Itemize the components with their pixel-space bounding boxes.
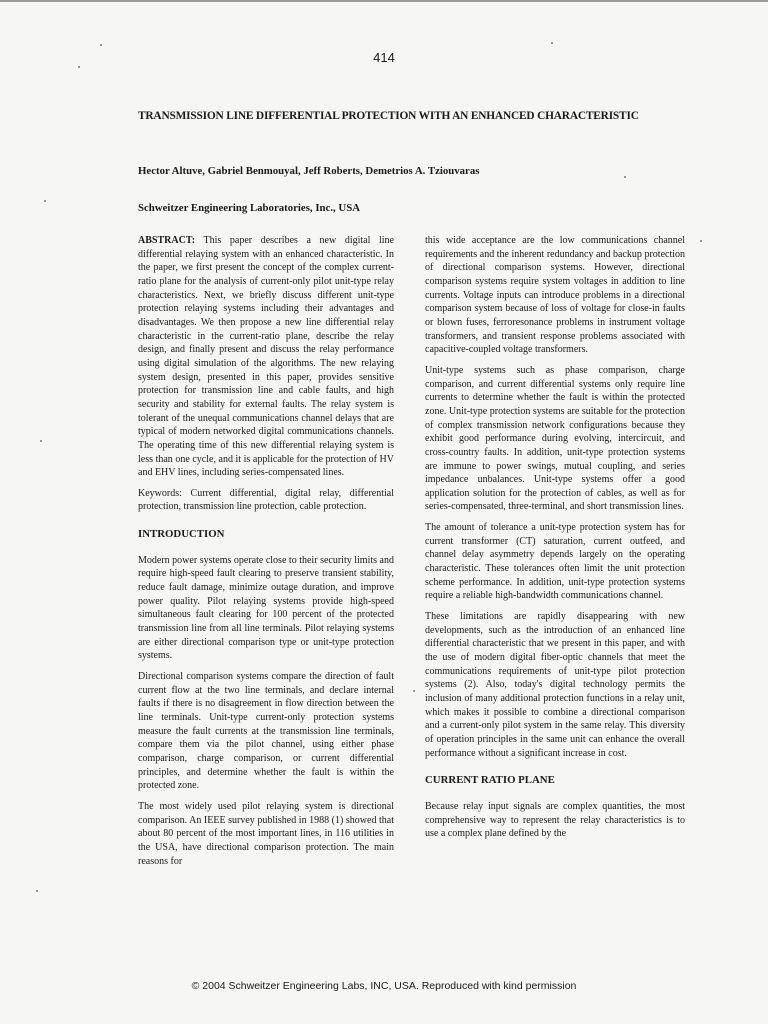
scan-speck — [36, 890, 38, 892]
right-column — [425, 234, 685, 848]
intro-paragraph-3: The most widely used pilot relaying system is directional comparison. An IEEE survey published in 1988 (1) showed that about 80 percent of the most important lines, in 116 utilities in the USA, have directional comparison protection. The main reasons for — [138, 800, 394, 867]
affiliation: Schweitzer Engineering Laboratories, Inc., USA — [138, 202, 361, 214]
right-paragraph-4: These limitations are rapidly disappearing with new developments, such as the introduction of an enhanced line differential characteristic that we present in this paper, and with the use of modern digital fiber-optic channels that meet the communications requirements of unit-type pilot protection systems (2). Also, today's digital technology permits the inclusion of many additional protection functions in a relay unit, which makes it possible to combine a directional comparison and a current-only pilot system in the same relay. This diversity of operation principles in the same unit can enhance the overall performance without a significant increase in cost. — [425, 611, 685, 759]
scan-speck — [100, 44, 102, 46]
scan-speck — [413, 690, 415, 692]
copyright-footer: © 2004 Schweitzer Engineering Labs, INC, USA. Reproduced with kind permission — [191, 980, 577, 992]
abstract-text: This paper describes a new digital line differential relaying system with an enhanced characteristic. In the paper, we first present the concept of the complex current-ratio plane for the analysis of current-only pilot unit-type relay characteristics. Next, we briefly discuss different unit-type protection relaying systems including their advantages and disadvantages. We then propose a new line differential relay characteristic in the current-ratio plane, describe the relay design, and finally present and discuss the relay performance using digital simulation of the algorithms. The new relaying system design, presented in this paper, provides sensitive protection for transmission line and cable faults, and high security and stability for external faults. The relay system is tolerant of the unequal communications channel delays that are typical of modern networked digital communications channels. The operating time of this new differential relaying system is less than one cycle, and it is applicable for the protection of HV and EHV lines, including series-compensated lines. — [138, 235, 394, 479]
abstract-label: ABSTRACT: — [138, 235, 196, 246]
page-number: 414 — [373, 50, 395, 65]
paper-title: TRANSMISSION LINE DIFFERENTIAL PROTECTION WITH AN ENHANCED CHARACTERISTIC — [138, 110, 639, 122]
intro-paragraph-2: Directional comparison systems compare the direction of fault current flow at the two line terminals, and declare internal faults if there is no disagreement in flow direction between the line terminals. Unit-type current-only protection systems measure the fault currents at the transmission line terminals, compare them via the pilot channel, using either phase comparison, charge comparison, or current differential principles, and determine whether the fault is within the protected zone. — [138, 671, 394, 792]
scan-speck — [624, 176, 626, 178]
keywords: Keywords: Current differential, digital relay, differential protection, transmission line protection, cable protection. — [138, 487, 394, 513]
scan-speck — [40, 440, 42, 442]
scan-speck — [551, 42, 553, 44]
authors: Hector Altuve, Gabriel Benmouyal, Jeff Roberts, Demetrios A. Tziouvaras — [138, 165, 480, 177]
scan-speck — [44, 200, 46, 202]
scan-speck — [78, 66, 80, 68]
right-paragraph-2: Unit-type systems such as phase comparison, charge comparison, and current differential systems only require line currents to determine whether the fault is within the protected zone. Unit-type protection systems are suitable for the protection of complex transmission network configurations because they exhibit good performance during evolving, intercircuit, and cross-country faults. In addition, unit-type protection systems are immune to power swings, mutual coupling, and series impedance unbalances. Unit-type systems offer a good application solution for the protection of cables, as well as for series-compensated, three-terminal, and short transmission lines. — [425, 364, 685, 513]
top-border — [0, 0, 768, 2]
right-paragraph-5: Because relay input signals are complex quantities, the most comprehensive way to represent the relay characteristics is to use a complex plane defined by the — [425, 800, 685, 840]
intro-paragraph-1: Modern power systems operate close to their security limits and require high-speed fault clearing to preserve transient stability, reduce fault damage, minimize outage duration, and improve power quality. Pilot relaying systems provide high-speed simultaneous fault clearing for 100 percent of the protected transmission line from all line terminals. Pilot relaying systems are either directional comparison type or unit-type protection systems. — [138, 554, 394, 662]
scan-speck — [700, 240, 702, 242]
abstract — [138, 234, 394, 480]
right-paragraph-3: The amount of tolerance a unit-type protection system has for current transformer (CT) saturation, current outfeed, and channel delay asymmetry depends largely on the operating characteristic. These tolerances often limit the unit protection scheme performance. In addition, unit-type protection systems require a reliable high-bandwidth communications channel. — [425, 522, 685, 602]
right-paragraph-1: this wide acceptance are the low communications channel requirements and the inherent redundancy and backup protection of directional comparison systems. However, directional comparison systems require system voltages in addition to line currents. Voltage inputs can introduce problems in a directional comparison system because of loss of voltage for close-in faults or blown fuses, ferroresonance problems in instrument voltage transformers, and transient response problems associated with capacitive-coupled voltage transformers. — [425, 235, 685, 356]
left-column — [138, 234, 394, 875]
introduction-heading: INTRODUCTION — [138, 528, 225, 541]
current-ratio-plane-heading: CURRENT RATIO PLANE — [425, 774, 555, 787]
